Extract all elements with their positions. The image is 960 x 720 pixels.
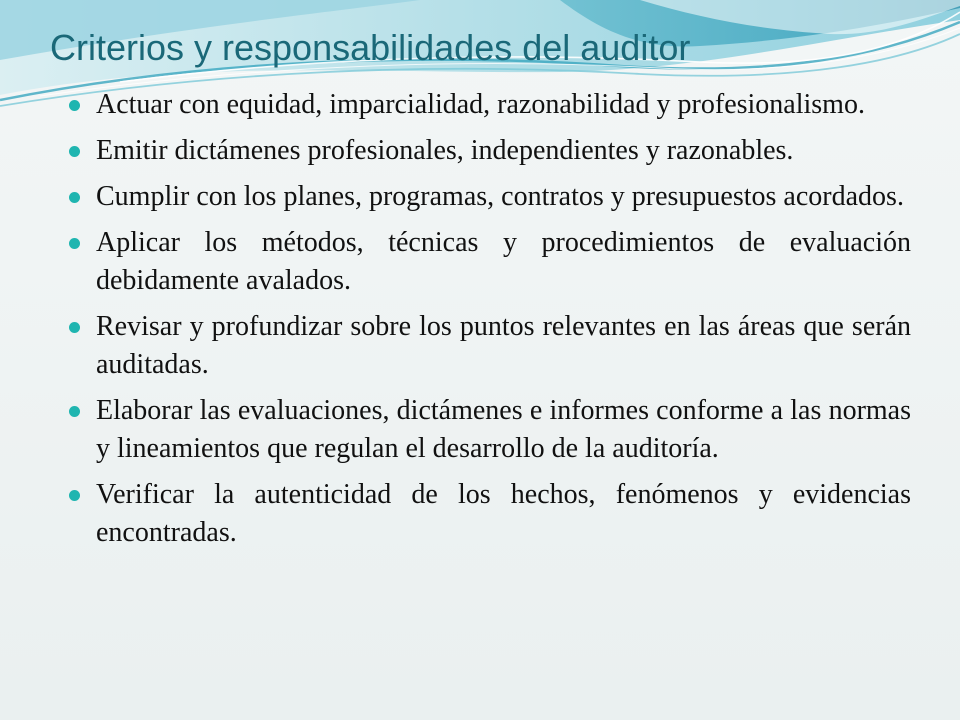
- bullet-dot-icon: [69, 490, 80, 501]
- list-item: [68, 178, 911, 216]
- bullet-dot-icon: [69, 322, 80, 333]
- slide-title: Criterios y responsabilidades del auditor: [50, 27, 691, 68]
- list-item: [68, 132, 911, 170]
- bullet-dot-icon: [69, 406, 80, 417]
- bullet-text: Elaborar las evaluaciones, dictámenes e informes conforme a las normas y lineamientos que regulan el desarrollo de la auditoría.: [96, 395, 911, 464]
- bullet-text: Aplicar los métodos, técnicas y procedimientos de evaluación debidamente avalados.: [96, 227, 911, 296]
- bullet-dot-icon: [69, 146, 80, 157]
- bullet-text: Verificar la autenticidad de los hechos, fenómenos y evidencias encontradas.: [96, 479, 911, 548]
- bullet-text: Revisar y profundizar sobre los puntos relevantes en las áreas que serán auditadas.: [96, 311, 911, 380]
- bullet-dot-icon: [69, 238, 80, 249]
- list-item: [68, 86, 911, 124]
- list-item: [68, 476, 911, 552]
- bullet-text: Actuar con equidad, imparcialidad, razonabilidad y profesionalismo.: [96, 89, 865, 120]
- bullet-dot-icon: [69, 100, 80, 111]
- list-item: [68, 224, 911, 300]
- bullet-dot-icon: [69, 192, 80, 203]
- bullet-text: Cumplir con los planes, programas, contratos y presupuestos acordados.: [96, 181, 904, 212]
- list-item: [68, 308, 911, 384]
- bullet-text: Emitir dictámenes profesionales, independientes y razonables.: [96, 135, 794, 166]
- bullet-list: [68, 86, 911, 560]
- list-item: [68, 392, 911, 468]
